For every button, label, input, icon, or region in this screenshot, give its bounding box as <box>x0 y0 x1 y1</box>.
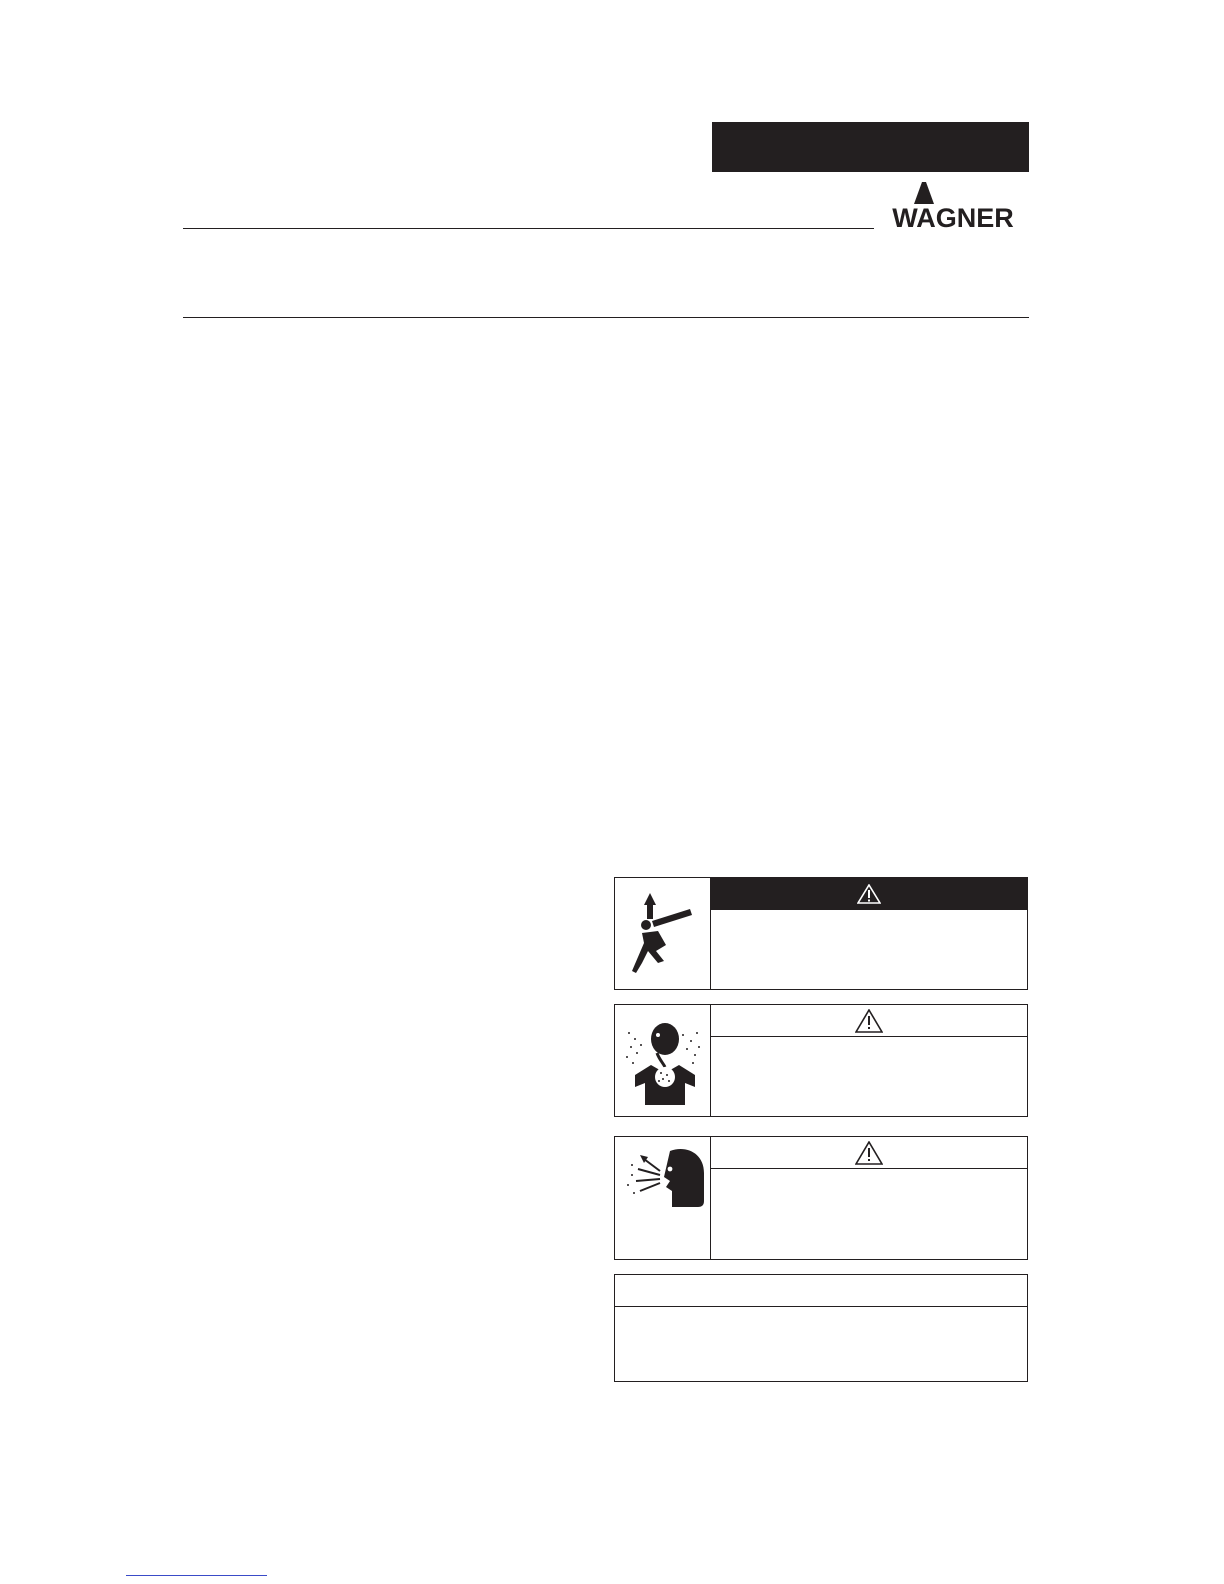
wagner-logo <box>876 180 1030 230</box>
warning-box <box>614 1004 1028 1117</box>
notice-header <box>615 1275 1027 1307</box>
title-banner <box>712 122 1029 172</box>
danger-box <box>614 877 1028 990</box>
header-rule-bottom <box>183 317 1029 318</box>
caution-icon-cell <box>615 1137 711 1259</box>
caution-box <box>614 1136 1028 1260</box>
danger-header <box>711 878 1027 910</box>
warning-icon-cell <box>615 1005 711 1116</box>
header-rule-top <box>183 228 874 229</box>
hearing-hazard-icon <box>618 1143 708 1213</box>
warning-body <box>711 1037 1027 1116</box>
alert-triangle-icon <box>855 1009 883 1033</box>
danger-icon-cell <box>615 878 711 989</box>
danger-body <box>711 910 1027 989</box>
caution-header <box>711 1137 1027 1169</box>
brand-name: WAGNER <box>892 203 1014 230</box>
injection-hazard-icon <box>628 889 698 979</box>
alert-triangle-icon <box>857 884 881 904</box>
alert-triangle-icon <box>855 1141 883 1165</box>
warning-header <box>711 1005 1027 1037</box>
footer-link[interactable] <box>126 1575 267 1576</box>
caution-body <box>711 1169 1027 1259</box>
notice-box <box>614 1274 1028 1382</box>
inhalation-hazard-icon <box>623 1013 703 1109</box>
